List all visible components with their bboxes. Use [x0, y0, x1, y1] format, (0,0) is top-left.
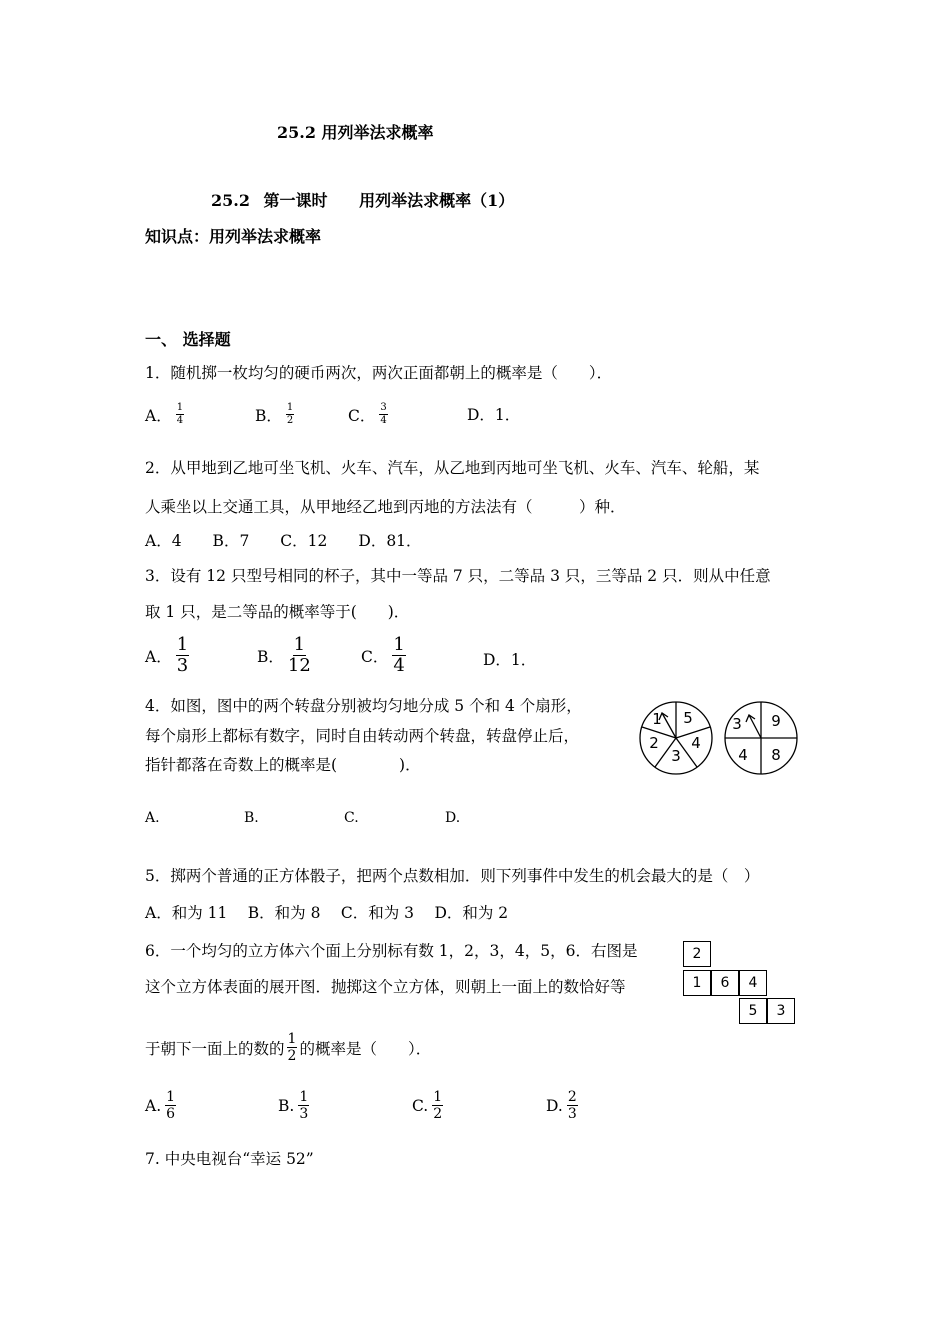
- q3-option-c-fraction: [392, 636, 405, 675]
- q1-option-d: D．1．: [467, 406, 521, 424]
- q4-option-b: B.: [244, 810, 259, 826]
- q1-option-b-label: B．: [255, 406, 282, 425]
- knowledge-point: 知识点：用列举法求概率: [145, 227, 322, 246]
- q3-option-b-fraction: [288, 636, 311, 675]
- numerator: 1: [393, 634, 405, 655]
- q6-option-d-fraction: [567, 1090, 578, 1121]
- q6-option-c-label: C.: [412, 1096, 429, 1115]
- lesson-heading: [211, 188, 514, 211]
- q6-line3-end: 的概率是（ ）．: [299, 1039, 432, 1058]
- section-heading: 一、 选择题: [145, 330, 231, 349]
- numerator: 1: [293, 634, 306, 655]
- q6-option-a-fraction: [165, 1090, 176, 1121]
- numerator: 1: [166, 1089, 176, 1105]
- denominator: 3: [176, 655, 189, 676]
- numerator: 2: [567, 1089, 577, 1105]
- lesson-topic: 用列举法求概率（1）: [359, 191, 515, 210]
- denominator: 4: [380, 415, 387, 426]
- spinner1-label: 5: [683, 709, 693, 727]
- q6-line2: 这个立方体表面的展开图．抛掷这个立方体，则朝上一面上的数恰好等: [145, 978, 626, 996]
- q6-option-d-label: D.: [546, 1096, 563, 1115]
- net-face: 5: [739, 998, 767, 1024]
- spinner2-label: 3: [732, 715, 742, 733]
- denominator: 2: [287, 1048, 297, 1064]
- spinner2-label: 8: [771, 746, 781, 764]
- q3-line2: 取 1 只，是二等品的概率等于( )．: [145, 603, 410, 621]
- q3-option-b-label: B．: [257, 647, 284, 666]
- q4-option-a: A.: [145, 810, 160, 826]
- q4-line3: 指针都落在奇数上的概率是( )．: [145, 756, 421, 774]
- q6-option-c-fraction: [432, 1090, 443, 1121]
- net-face: 2: [683, 941, 711, 967]
- numerator: 1: [176, 402, 184, 413]
- spinner2-label: 9: [771, 712, 781, 730]
- q1-option-c-label: C．: [348, 406, 376, 425]
- denominator: 4: [176, 415, 184, 426]
- q1-option-a-fraction: [176, 403, 184, 426]
- numerator: 1: [433, 1089, 443, 1105]
- q2-line2: 人乘坐以上交通工具，从甲地经乙地到丙地的方法法有（ ）种．: [145, 498, 626, 516]
- q1-text: 1．随机掷一枚均匀的硬币两次，两次正面都朝上的概率是（ ）．: [145, 364, 613, 382]
- net-face: 4: [739, 970, 767, 996]
- spinner1-label: 3: [671, 747, 681, 765]
- q5-text: 5．掷两个普通的正方体骰子，把两个点数相加．则下列事件中发生的机会最大的是（ ）: [145, 867, 760, 885]
- q6-option-b-fraction: [298, 1090, 309, 1121]
- spinner1-label: 1: [652, 710, 662, 728]
- q6-option-b: [278, 1090, 309, 1121]
- lesson-period: 第一课时: [263, 191, 328, 210]
- q3-option-d: D．1．: [483, 651, 537, 669]
- q1-option-a: [145, 403, 184, 426]
- denominator: 2: [433, 1106, 443, 1122]
- net-face: 1: [683, 970, 711, 996]
- q2-options: A．4 B．7 C．12 D．81．: [145, 532, 422, 550]
- q6-option-a-label: A.: [145, 1096, 162, 1115]
- denominator: 6: [166, 1106, 176, 1122]
- denominator: 3: [299, 1106, 309, 1122]
- q1-option-c-fraction: [379, 403, 387, 426]
- q3-option-b: [257, 636, 311, 675]
- lesson-number: 25.2: [211, 191, 250, 210]
- q6-option-c: [412, 1090, 443, 1121]
- q4-option-c: C.: [344, 810, 359, 826]
- q1-option-b: [255, 403, 294, 426]
- numerator: 3: [380, 402, 387, 413]
- numerator: 1: [176, 634, 189, 655]
- numerator: 1: [299, 1089, 309, 1105]
- q3-line1: 3．设有 12 只型号相同的杯子，其中一等品 7 只，二等品 3 只，三等品 2 只．则从中任意: [145, 567, 771, 585]
- numerator: 1: [286, 402, 294, 413]
- q4-option-d: D.: [445, 810, 461, 826]
- q3-option-a-fraction: [176, 636, 189, 675]
- denominator: 12: [287, 655, 311, 676]
- q6-option-d: [546, 1090, 578, 1121]
- q6-option-a: [145, 1090, 176, 1121]
- q7-text: 7. 中央电视台“幸运 52”: [145, 1150, 314, 1168]
- net-face: 3: [767, 998, 795, 1024]
- q4-line1: 4．如图，图中的两个转盘分别被均匀地分成 5 个和 4 个扇形，: [145, 697, 582, 715]
- spinner-five-sectors: [640, 702, 712, 774]
- q6-line3-start: 于朝下一面上的数的: [145, 1039, 285, 1058]
- q1-option-b-fraction: [286, 403, 294, 426]
- q1-option-a-label: A．: [145, 406, 172, 425]
- q6-line1: 6．一个均匀的立方体六个面上分别标有数 1，2，3，4，5，6．右图是: [145, 942, 638, 960]
- q3-option-c: [361, 636, 406, 675]
- denominator: 4: [393, 655, 405, 676]
- q3-option-c-label: C．: [361, 647, 389, 666]
- q5-options: A．和为 11 B．和为 8 C．和为 3 D．和为 2: [145, 904, 509, 922]
- q3-option-a: [145, 636, 189, 675]
- spinner1-label: 4: [691, 734, 701, 752]
- q3-option-a-label: A．: [145, 647, 172, 666]
- net-face: 6: [711, 970, 739, 996]
- q6-option-b-label: B.: [278, 1096, 295, 1115]
- denominator: 2: [286, 415, 294, 426]
- page-title: 25.2 用列举法求概率: [277, 123, 434, 142]
- spinners-figure: [636, 698, 806, 778]
- q4-line2: 每个扇形上都标有数字，同时自由转动两个转盘，转盘停止后，: [145, 727, 580, 745]
- q6-half-fraction: [287, 1032, 298, 1063]
- q1-option-c: [348, 403, 388, 426]
- q6-line3: [145, 1032, 431, 1063]
- numerator: 1: [287, 1031, 297, 1047]
- spinner2-label: 4: [738, 746, 748, 764]
- denominator: 3: [567, 1106, 577, 1122]
- spinner1-label: 2: [649, 734, 659, 752]
- q2-line1: 2．从甲地到乙地可坐飞机、火车、汽车，从乙地到丙地可坐飞机、火车、汽车、轮船，某: [145, 459, 760, 477]
- spinner-four-sectors: [725, 702, 797, 774]
